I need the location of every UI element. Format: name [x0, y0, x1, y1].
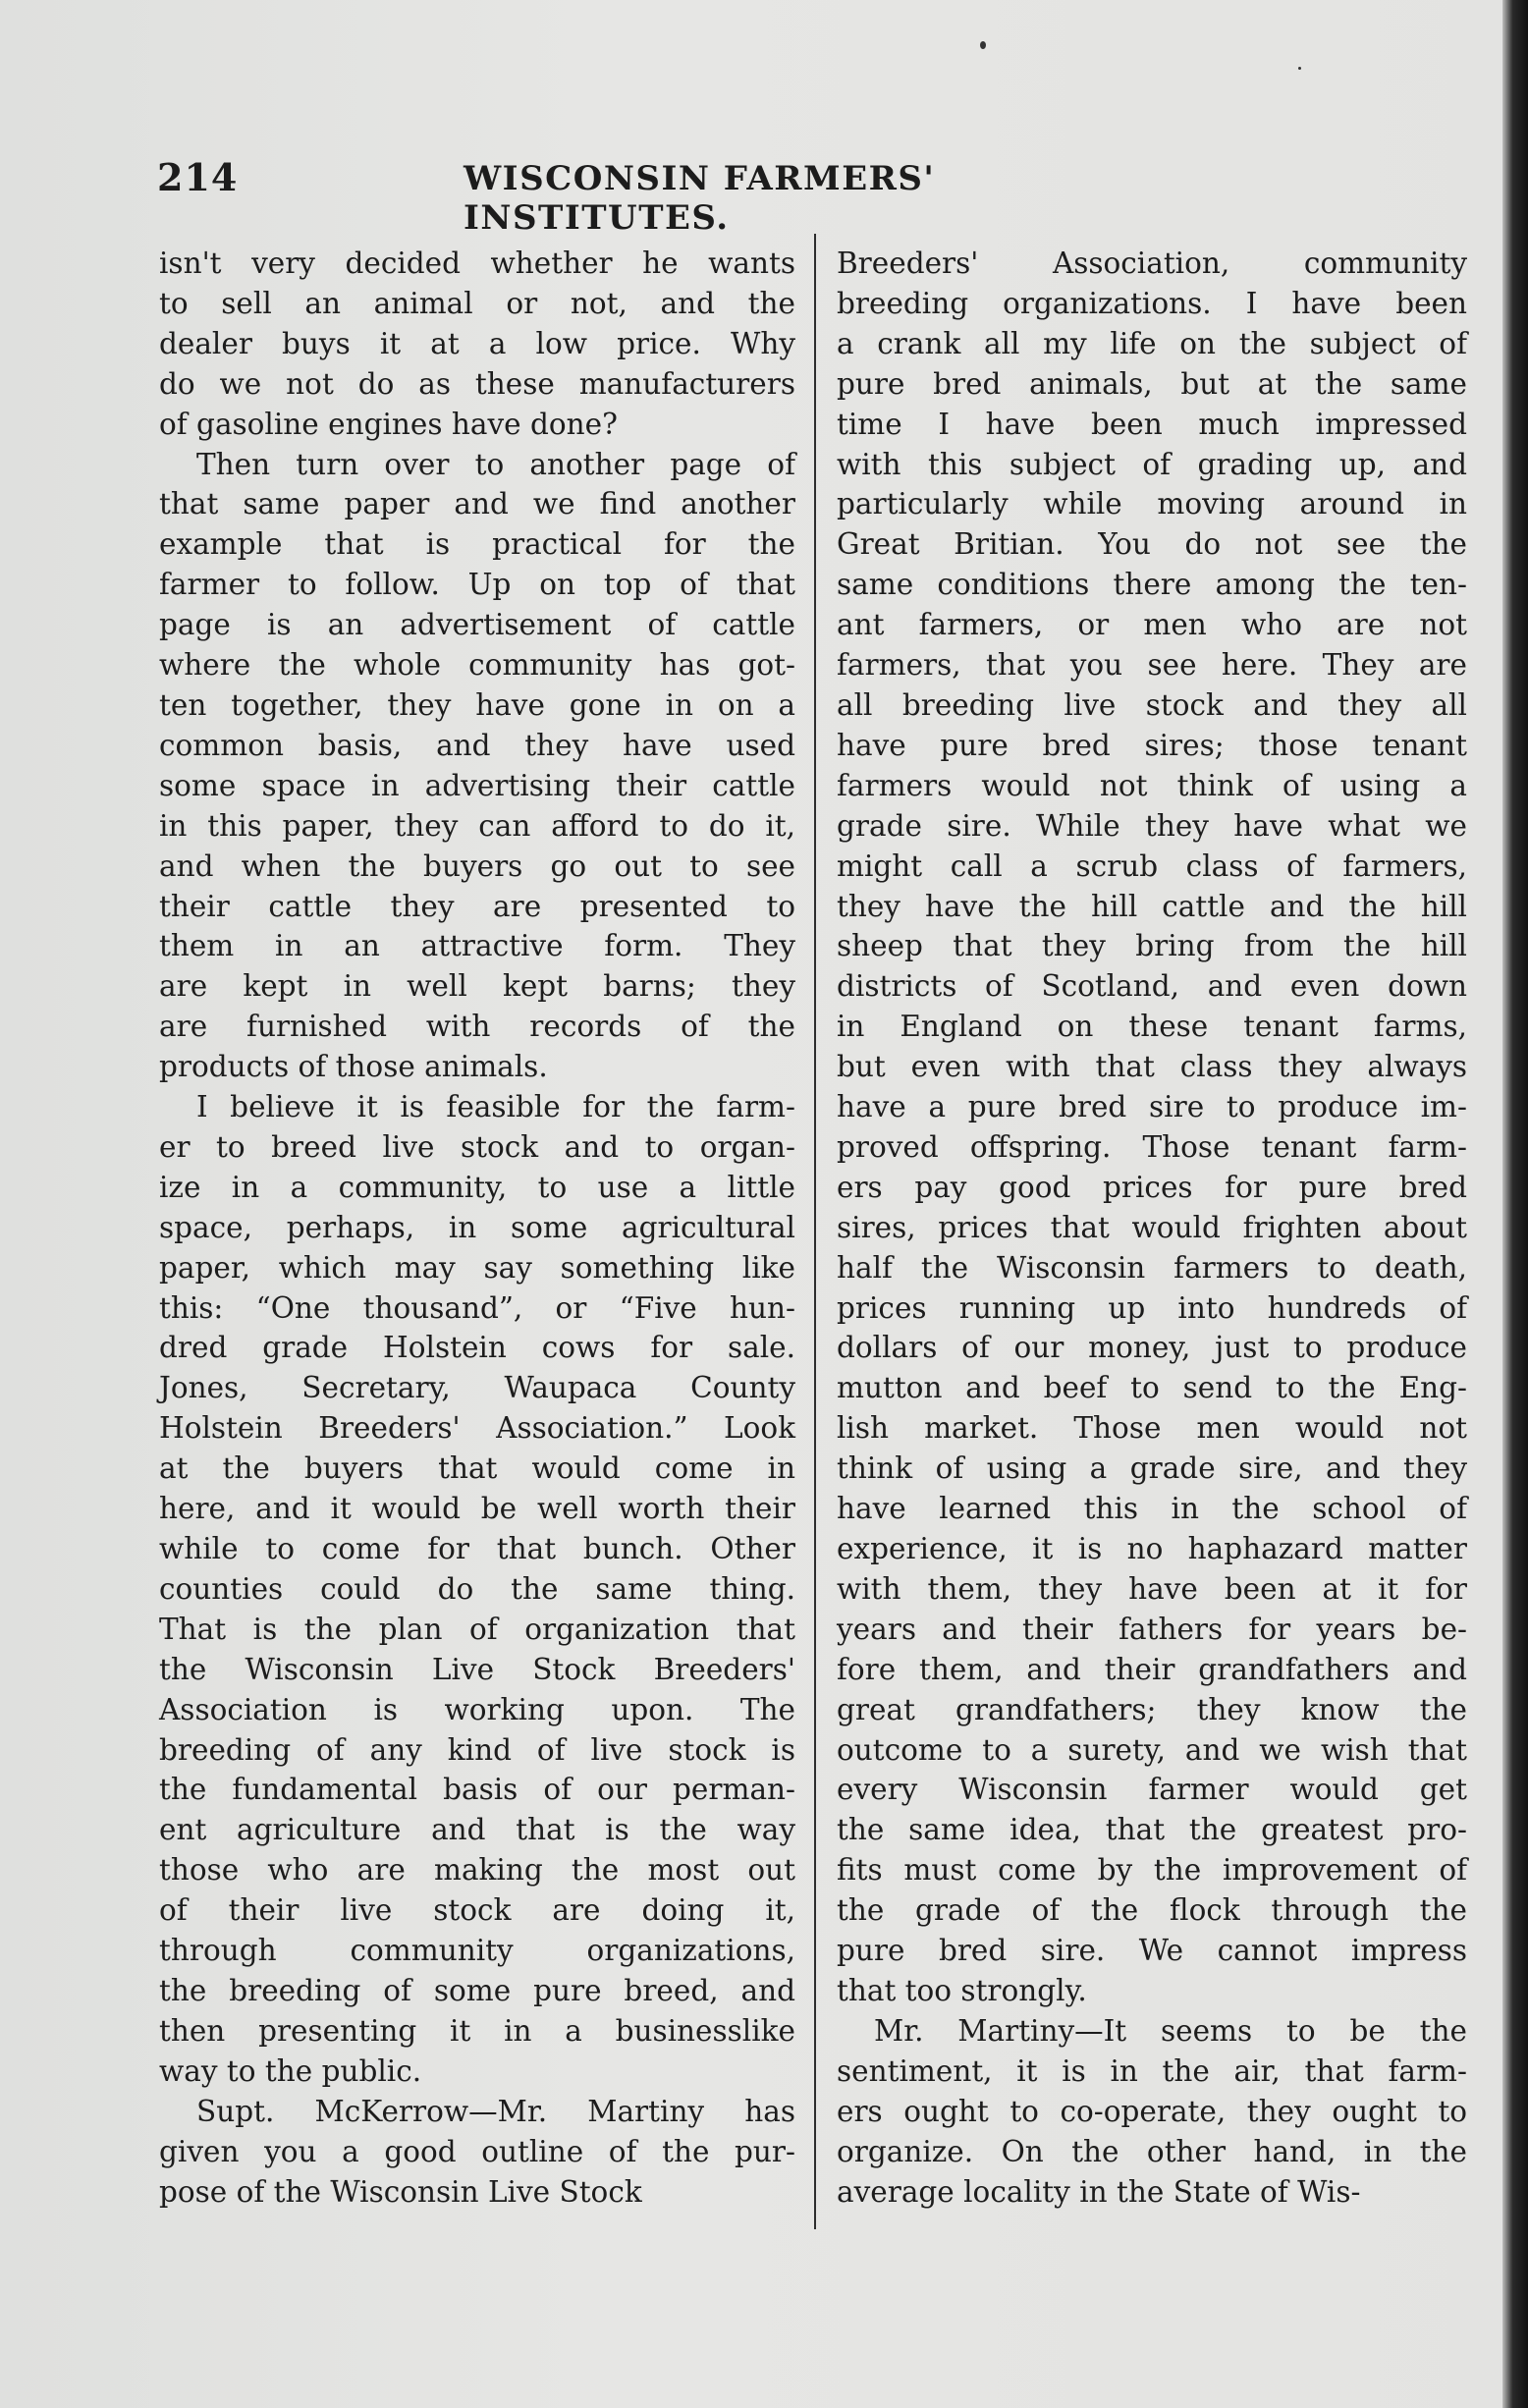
text-line: example that is practical for the	[159, 527, 795, 562]
text-line: I believe it is feasible for the farm-	[196, 1090, 795, 1124]
text-line: the breeding of some pure breed, and	[159, 1973, 795, 2007]
text-line: organize. On the other hand, in the	[837, 2134, 1467, 2168]
text-line: fits must come by the improvement of	[837, 1853, 1467, 1888]
text-line: that same paper and we find another	[159, 487, 795, 521]
text-line: ten together, they have gone in on a	[159, 687, 795, 722]
text-line: paper, which may say something like	[159, 1250, 795, 1285]
paragraph	[837, 2011, 1467, 2213]
text-line: this: “One thousand”, or “Five hun-	[159, 1290, 795, 1325]
text-line: ize in a community, to use a little	[159, 1170, 795, 1204]
paragraph	[159, 1087, 795, 2092]
text-line: experience, it is no haphazard matter	[837, 1532, 1467, 1565]
text-line: farmer to follow. Up on top of that	[159, 568, 795, 602]
column-divider	[814, 234, 816, 2229]
text-line: breeding of any kind of live stock is	[159, 1732, 795, 1767]
page-binding-edge	[1502, 0, 1528, 2408]
text-line: Holstein Breeders' Association.” Look	[159, 1411, 795, 1446]
text-line: districts of Scotland, and even down	[837, 969, 1467, 1004]
text-line: years and their fathers for years be-	[837, 1612, 1467, 1646]
text-line: common basis, and they have used	[159, 728, 795, 762]
text-line: lish market. Those men would not	[837, 1411, 1467, 1446]
text-line: every Wisconsin farmer would get	[837, 1773, 1467, 1807]
text-line: counties could do the same thing.	[159, 1571, 795, 1606]
text-line: ers ought to co-operate, they ought to	[837, 2094, 1467, 2128]
text-line: particularly while moving around in	[837, 487, 1467, 521]
text-line: the Wisconsin Live Stock Breeders'	[159, 1652, 795, 1686]
text-line: them in an attractive form. They	[159, 929, 795, 963]
text-line: Great Britian. You do not see the	[837, 527, 1467, 562]
text-line: then presenting it in a businesslike	[159, 2013, 795, 2048]
text-line: products of those animals.	[159, 1050, 548, 1084]
text-line: half the Wisconsin farmers to death,	[837, 1250, 1467, 1285]
text-line: sheep that they bring from the hill	[837, 929, 1467, 963]
text-line: here, and it would be well worth their	[159, 1492, 795, 1526]
text-line: the same idea, that the greatest pro-	[837, 1813, 1467, 1847]
text-line: farmers, that you see here. They are	[837, 648, 1467, 683]
text-line: think of using a grade sire, and they	[837, 1451, 1467, 1486]
text-line: and when the buyers go out to see	[159, 848, 795, 883]
text-line: space, perhaps, in some agricultural	[159, 1210, 795, 1244]
text-line: Association is working upon. The	[159, 1692, 795, 1726]
text-line: where the whole community has got-	[159, 648, 795, 683]
text-line: That is the plan of organization that	[159, 1612, 795, 1646]
text-line: ant farmers, or men who are not	[837, 608, 1467, 642]
text-line: to sell an animal or not, and the	[159, 286, 795, 320]
text-line: page is an advertisement of cattle	[159, 608, 795, 642]
text-line: those who are making the most out	[159, 1853, 795, 1888]
running-title: WISCONSIN FARMERS' INSTITUTES.	[464, 159, 936, 238]
text-line: have pure bred sires; those tenant	[837, 728, 1467, 762]
text-line: average locality in the State of Wis-	[837, 2174, 1361, 2209]
text-line: time I have been much impressed	[837, 407, 1467, 441]
text-line: ers pay good prices for pure bred	[837, 1170, 1467, 1204]
text-line: the fundamental basis of our perman-	[159, 1773, 795, 1807]
text-line: pose of the Wisconsin Live Stock	[159, 2174, 642, 2209]
text-line: great grandfathers; they know the	[837, 1692, 1467, 1726]
paragraph	[159, 2092, 795, 2213]
text-line: all breeding live stock and they all	[837, 687, 1467, 722]
paragraph	[159, 445, 795, 1088]
text-line: of their live stock are doing it,	[159, 1893, 795, 1928]
text-line: grade sire. While they have what we	[837, 808, 1467, 843]
text-line: with this subject of grading up, and	[837, 447, 1467, 481]
text-line: some space in advertising their cattle	[159, 768, 795, 802]
text-line: Jones, Secretary, Waupaca County	[159, 1371, 795, 1405]
text-line: they have the hill cattle and the hill	[837, 889, 1467, 923]
right-text-column	[837, 244, 1467, 2212]
ink-speck	[1298, 67, 1301, 70]
left-text-column	[159, 244, 795, 2212]
text-line: in England on these tenant farms,	[837, 1010, 1467, 1044]
text-line: a crank all my life on the subject of	[837, 326, 1467, 360]
text-line: proved offspring. Those tenant farm-	[837, 1129, 1467, 1164]
text-line: Breeders' Association, community	[837, 246, 1467, 280]
text-line: their cattle they are presented to	[159, 889, 795, 923]
text-line: while to come for that bunch. Other	[159, 1532, 795, 1565]
page-header	[157, 155, 1159, 238]
text-line: of gasoline engines have done?	[159, 407, 618, 441]
text-line: with them, they have been at it for	[837, 1571, 1467, 1606]
text-line: pure bred sire. We cannot impress	[837, 1934, 1467, 1968]
text-line: that too strongly.	[837, 1973, 1087, 2007]
text-line: prices running up into hundreds of	[837, 1290, 1467, 1325]
text-line: Then turn over to another page of	[196, 447, 795, 481]
text-line: are furnished with records of the	[159, 1010, 795, 1044]
text-line: dred grade Holstein cows for sale.	[159, 1331, 795, 1365]
ink-speck	[980, 41, 986, 49]
text-line: might call a scrub class of farmers,	[837, 848, 1467, 883]
text-line: dealer buys it at a low price. Why	[159, 326, 795, 360]
text-line: at the buyers that would come in	[159, 1451, 795, 1486]
text-line: farmers would not think of using a	[837, 768, 1467, 802]
text-line: er to breed live stock and to organ-	[159, 1129, 795, 1164]
paragraph	[159, 244, 795, 445]
text-line: through community organizations,	[159, 1934, 795, 1968]
text-line: have a pure bred sire to produce im-	[837, 1090, 1467, 1124]
text-line: ent agriculture and that is the way	[159, 1813, 795, 1847]
text-line: Supt. McKerrow—Mr. Martiny has	[196, 2094, 795, 2128]
text-line: but even with that class they always	[837, 1050, 1467, 1084]
text-line: have learned this in the school of	[837, 1492, 1467, 1526]
text-line: same conditions there among the ten-	[837, 568, 1467, 602]
text-line: in this paper, they can afford to do it,	[159, 808, 795, 843]
text-line: sentiment, it is in the air, that farm-	[837, 2053, 1467, 2088]
text-line: isn't very decided whether he wants	[159, 246, 795, 280]
text-line: sires, prices that would frighten about	[837, 1210, 1467, 1244]
paragraph	[837, 244, 1467, 2011]
text-line: breeding organizations. I have been	[837, 286, 1467, 320]
text-line: Mr. Martiny—It seems to be the	[874, 2013, 1467, 2048]
text-line: do we not do as these manufacturers	[159, 366, 795, 401]
text-line: dollars of our money, just to produce	[837, 1331, 1467, 1365]
text-line: way to the public.	[159, 2053, 422, 2088]
text-line: are kept in well kept barns; they	[159, 969, 795, 1004]
text-line: the grade of the flock through the	[837, 1893, 1467, 1928]
page-number: 214	[157, 155, 239, 199]
text-line: outcome to a surety, and we wish that	[837, 1732, 1467, 1767]
text-line: fore them, and their grandfathers and	[837, 1652, 1467, 1686]
text-line: pure bred animals, but at the same	[837, 366, 1467, 401]
text-line: given you a good outline of the pur-	[159, 2134, 795, 2168]
text-line: mutton and beef to send to the Eng-	[837, 1371, 1467, 1405]
